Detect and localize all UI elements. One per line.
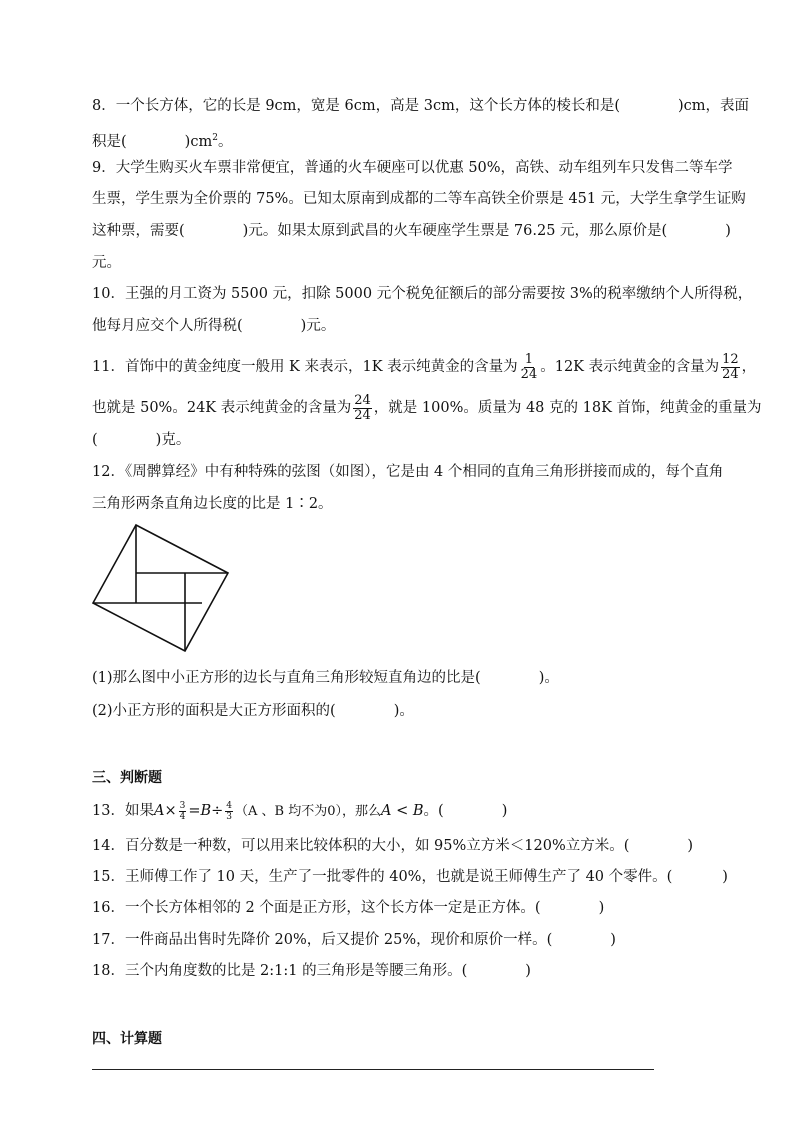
question-18: 18．三个内角度数的比是 2:1:1 的三角形是等腰三角形。( ) (92, 963, 531, 979)
question-16: 16．一个长方体相邻的 2 个面是正方形，这个长方体一定是正方体。( ) (92, 900, 605, 916)
question-11-line-3: ( )克。 (92, 432, 191, 448)
question-8-line-2: 积是( )$cm^2$。 (92, 133, 233, 150)
zhoubi-string-figure (90, 522, 240, 652)
question-12-line-2: 三角形两条直角边长度的比是 1∶2。 (92, 496, 333, 512)
fraction-12-24: $\frac{12}{24}$ (722, 351, 739, 382)
question-15: 15．王师傅工作了 10 天，生产了一批零件的 40%，也就是说王师傅生产了 40 个零件。( ) (92, 869, 728, 885)
question-12-sub-2: (2)小正方形的面积是大正方形面积的( )。 (92, 703, 414, 719)
question-8-line-1: 8．一个长方体，它的长是 9cm，宽是 6cm，高是 3cm，这个长方体的棱长和是( )cm，表面 (92, 98, 750, 114)
question-12-sub-1: (1)那么图中小正方形的边长与直角三角形较短直角边的比是( )。 (92, 670, 559, 686)
question-9-line-4: 元。 (92, 255, 121, 271)
section-3-heading: 三、判断题 (92, 770, 162, 786)
question-17: 17．一件商品出售时先降价 20%，后又提价 25%，现价和原价一样。( ) (92, 932, 616, 948)
fraction-24-24: $\frac{24}{24}$ (354, 392, 371, 423)
question-9-line-2: 生票，学生票为全价票的 75%。已知太原南到成都的二等车高铁全价票是 451 元，大学生拿学生证购 (92, 191, 746, 207)
question-13: 13．如果A× $\frac{3}{4}$ =B÷ $\frac{4}{3}$ （A 、B 均不为0），那么A < B。( ) (92, 800, 508, 822)
question-9-line-1: 9．大学生购买火车票非常便宜，普通的火车硬座可以优惠 50%，高铁、动车组列车只发售二等车学 (92, 160, 733, 176)
question-11-line-1: 11．首饰中的黄金纯度一般用 K 来表示，1K 表示纯黄金的含量为 $\frac{1}{24}$ 。12K 表示纯黄金的含量为 $\frac{12}{24}$ ， (92, 351, 757, 382)
question-9-line-3: 这种票，需要( )元。如果太原到武昌的火车硬座学生票是 76.25 元，那么原价是( ) (92, 223, 731, 239)
question-14: 14．百分数是一种数，可以用来比较体积的大小，如 95%立方米＜120%立方米。( ) (92, 838, 694, 854)
question-12-line-1: 12．《周髀算经》中有种特殊的弦图（如图），它是由 4 个相同的直角三角形拼接而成的，每个直角 (92, 464, 724, 480)
section-4-heading: 四、计算题 (92, 1031, 162, 1047)
outer-square (93, 525, 228, 651)
fraction-3-4: $\frac{3}{4}$ (179, 800, 186, 822)
question-10-line-1: 10．王强的月工资为 5500 元，扣除 5000 元个税免征额后的部分需要按 3%的税率缴纳个人所得税， (92, 286, 753, 302)
question-10-line-2: 他每月应交个人所得税( )元。 (92, 318, 336, 334)
horizontal-rule (92, 1069, 654, 1070)
fraction-4-3: $\frac{4}{3}$ (226, 800, 233, 822)
question-11-line-2: 也就是 50%。24K 表示纯黄金的含量为 $\frac{24}{24}$ ，就是 100%。质量为 48 克的 18K 首饰，纯黄金的重量为 (92, 392, 762, 423)
fraction-1-24: $\frac{1}{24}$ (520, 351, 538, 382)
